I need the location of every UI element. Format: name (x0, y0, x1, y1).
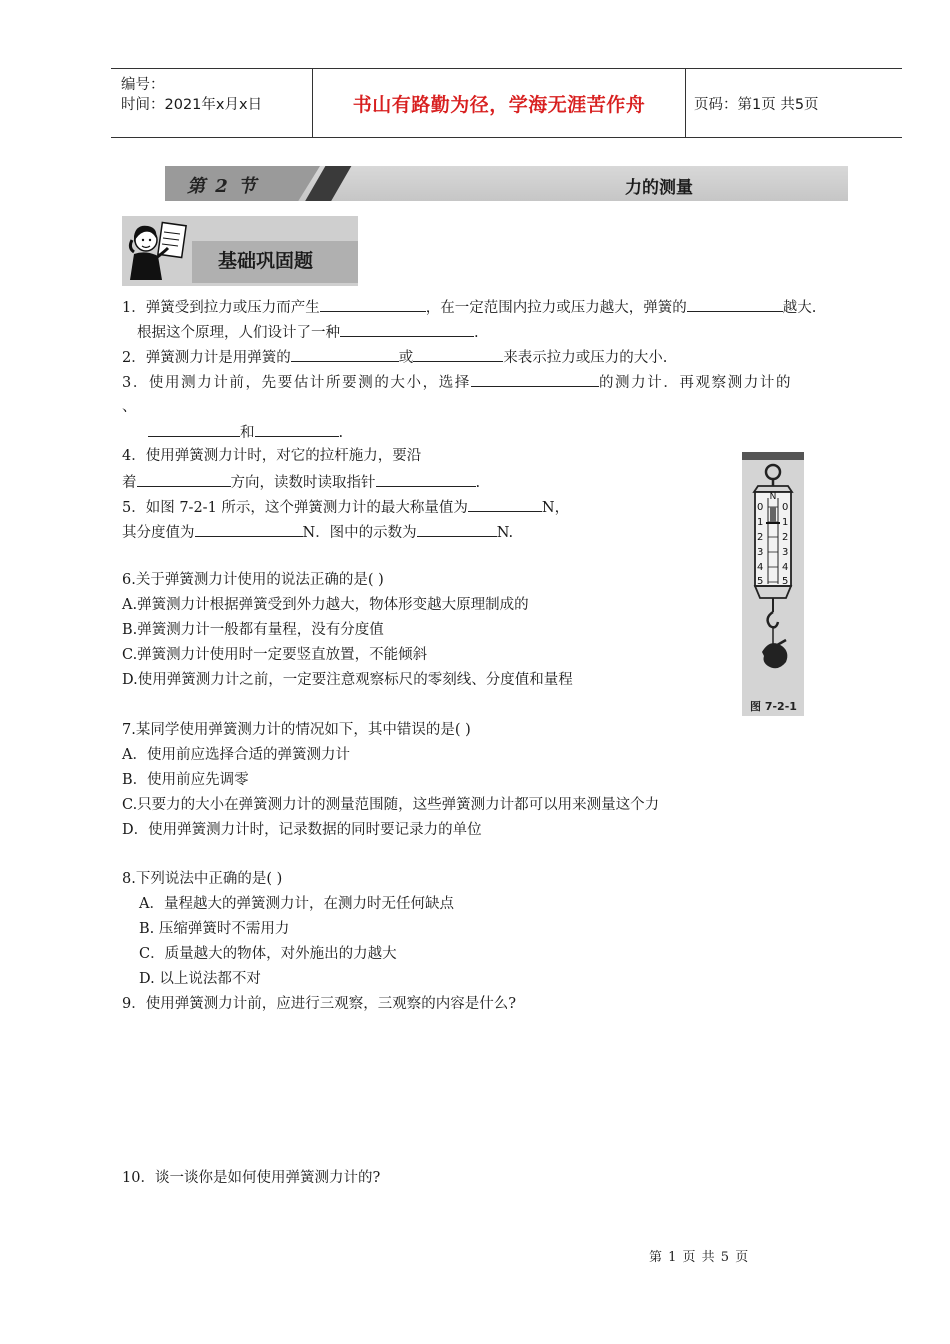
header-table (111, 68, 902, 138)
answer-blank[interactable] (687, 296, 783, 312)
serial-number-label: 编号： (121, 77, 165, 93)
question-8-option-b: B. 压缩弹簧时不需用力 (139, 921, 290, 937)
section-title: 力的测量 (625, 178, 693, 198)
question-text: 或 (398, 350, 414, 366)
question-text: 越大. (782, 300, 817, 316)
figure-caption: 图 7-2-1 (750, 700, 797, 713)
question-6-option-a: A.弹簧测力计根据弹簧受到外力越大，物体形变越大原理制成的 (122, 597, 529, 613)
question-text: 1．弹簧受到拉力或压力而产生 (122, 300, 320, 316)
answer-blank[interactable] (291, 346, 399, 362)
question-text: 根据这个原理，人们设计了一种 (137, 325, 340, 341)
scale-right-label: 3 (782, 547, 789, 558)
reading-person-icon (126, 218, 192, 284)
scale-right-label: 5 (782, 576, 789, 587)
scale-left-label: 0 (757, 502, 764, 513)
page-info-cell (686, 69, 902, 137)
motto-cell (313, 69, 686, 137)
question-10: 10．谈一谈你是如何使用弹簧测力计的? (122, 1170, 381, 1186)
question-9: 9．使用弹簧测力计前，应进行三观察，三观察的内容是什么? (122, 996, 516, 1012)
answer-blank[interactable] (413, 346, 503, 362)
scale-left-label: 2 (757, 532, 764, 543)
unit-label: N (769, 492, 777, 502)
scale-left-label: 5 (757, 576, 764, 587)
question-text: 和 (240, 425, 255, 441)
question-2 (122, 346, 667, 368)
answer-blank[interactable] (340, 321, 474, 337)
answer-blank[interactable] (137, 471, 231, 487)
question-text: 5．如图 7-2-1 所示，这个弹簧测力计的最大称量值为 (122, 500, 468, 516)
question-8: 8.下列说法中正确的是( ) (122, 871, 283, 887)
question-text: 4．使用弹簧测力计时，对它的拉杆施力，要沿 (122, 448, 422, 464)
page-info-text: 页码：第1页 共5页 (694, 96, 819, 113)
question-6-option-d: D.使用弹簧测力计之前，一定要注意观察标尺的零刻线、分度值和量程 (122, 672, 573, 688)
question-text: 着 (122, 475, 137, 491)
question-3-line-3 (148, 421, 343, 443)
question-7: 7.某同学使用弹簧测力计的情况如下，其中错误的是( ) (122, 722, 471, 738)
question-7-option-d: D．使用弹簧测力计时，记录数据的同时要记录力的单位 (122, 822, 482, 838)
scale-right-label: 1 (782, 517, 789, 528)
scale-right-label: 0 (782, 502, 789, 513)
question-text: N， (541, 500, 570, 516)
scale-right-label: 4 (782, 562, 789, 573)
question-1-line-2 (137, 321, 479, 343)
header-meta-cell (111, 69, 313, 137)
spring-scale-figure (742, 452, 804, 716)
scale-right-label: 2 (782, 532, 789, 543)
page-footer: 第 1 页 共 5 页 (649, 1250, 750, 1265)
section-banner (165, 166, 848, 201)
question-8-option-a: A．量程越大的弹簧测力计，在测力时无任何缺点 (139, 896, 454, 912)
question-3-line-2 (122, 397, 137, 417)
question-7-option-a: A．使用前应选择合适的弹簧测力计 (122, 747, 350, 763)
question-6-option-c: C.弹簧测力计使用时一定要竖直放置，不能倾斜 (122, 647, 428, 663)
answer-blank[interactable] (320, 296, 426, 312)
question-text: 方向，读数时读取指针 (230, 475, 376, 491)
question-7-option-b: B．使用前应先调零 (122, 772, 249, 788)
answer-blank[interactable] (148, 421, 240, 437)
question-text: 其分度值为 (122, 525, 195, 541)
question-8-option-c: C．质量越大的物体，对外施出的力越大 (139, 946, 397, 962)
answer-blank[interactable] (195, 521, 303, 537)
answer-blank[interactable] (468, 496, 542, 512)
question-4-line-2 (122, 471, 480, 493)
question-7-option-c: C.只要力的大小在弹簧测力计的测量范围随，这些弹簧测力计都可以用来测量这个力 (122, 797, 660, 813)
question-text: 、 (122, 399, 137, 415)
scale-left-label: 1 (757, 517, 764, 528)
question-8-option-d: D. 以上说法都不对 (139, 971, 261, 987)
subsection-title: 基础巩固题 (218, 250, 314, 272)
question-text: 来表示拉力或压力的大小. (503, 350, 668, 366)
question-text: 2．弹簧测力计是用弹簧的 (122, 350, 291, 366)
answer-blank[interactable] (471, 371, 599, 387)
question-text: ，在一定范围内拉力或压力越大，弹簧的 (425, 300, 687, 316)
question-text: . (474, 325, 479, 341)
subsection-banner (122, 216, 358, 286)
question-text: . (338, 425, 344, 441)
answer-blank[interactable] (417, 521, 497, 537)
scale-left-label: 3 (757, 547, 764, 558)
question-3-line-1 (122, 371, 792, 393)
question-text: 3．使用测力计前，先要估计所要测的大小，选择 (122, 375, 471, 391)
spring-scale-illustration (742, 452, 804, 696)
date-label: 时间：2021年x月x日 (121, 97, 263, 113)
section-number: 第 2 节 (187, 176, 259, 197)
answer-blank[interactable] (255, 421, 339, 437)
question-6: 6.关于弹簧测力计使用的说法正确的是( ) (122, 572, 384, 588)
question-6-option-b: B.弹簧测力计一般都有量程，没有分度值 (122, 622, 384, 638)
answer-blank[interactable] (376, 471, 476, 487)
question-1-line-1 (122, 296, 816, 318)
question-5-line-1 (122, 496, 569, 518)
motto-text: 书山有路勤为径，学海无涯苦作舟 (352, 93, 646, 116)
question-4-line-1 (122, 446, 421, 466)
question-text: N．图中的示数为 (302, 525, 417, 541)
question-5-line-2 (122, 521, 513, 543)
question-text: N. (496, 525, 514, 541)
question-text: . (475, 475, 481, 491)
question-text: 的测力计．再观察测力计的 (598, 375, 793, 391)
scale-left-label: 4 (757, 562, 764, 573)
